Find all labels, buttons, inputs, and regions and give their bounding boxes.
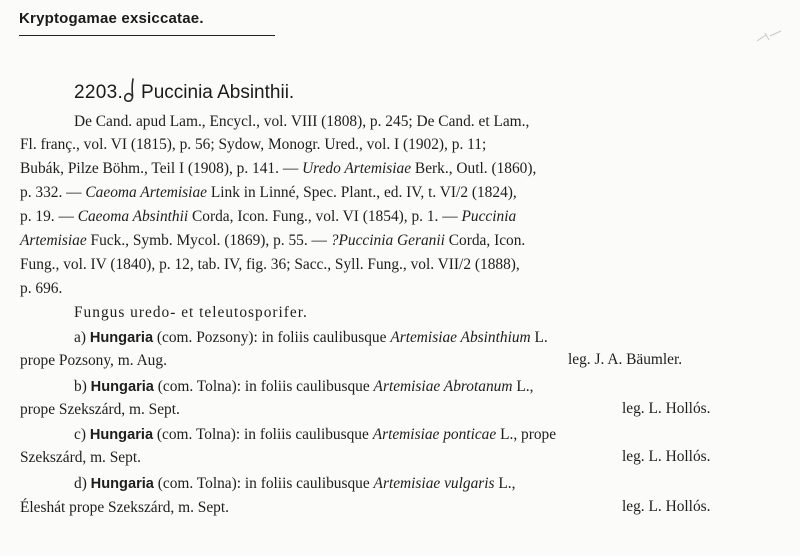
text: Fung., vol. IV (1840), p. 12, tab. IV, fig. 36; Sacc., Syll. Fung., vol. VII/2 (1888), — [20, 256, 520, 273]
text: p. 332. — — [20, 184, 86, 201]
specimen-label: a) — [74, 329, 90, 346]
synonymy-line-5 — [20, 207, 516, 229]
text: Corda, Icon. — [444, 232, 526, 249]
text: L., — [494, 475, 516, 492]
specimen-c-line-1 — [74, 425, 556, 447]
pencil-mark-icon — [754, 27, 784, 47]
text: Berk., Outl. (1860), — [411, 160, 537, 177]
text: p. 696. — [20, 280, 63, 297]
taxon-italic: Uredo Artemisiae — [302, 160, 412, 177]
header-underline — [19, 35, 275, 36]
text: L. — [530, 329, 548, 346]
taxon-italic: Puccinia — [461, 208, 517, 225]
species-name: Puccinia Absinthii. — [141, 82, 295, 103]
locality: Szekszárd, m. Sept. — [20, 449, 141, 466]
host-plant: Artemisiae Absinthium — [390, 329, 531, 346]
synonymy-line-3 — [20, 159, 536, 181]
text: (com. Tolna): in foliis caulibusque — [153, 475, 374, 492]
synonymy-line-7 — [20, 255, 520, 277]
host-plant: Artemisiae Abrotanum — [373, 378, 513, 395]
text: (com. Pozsony): in foliis caulibusque — [153, 329, 391, 346]
country: Hungaria — [90, 379, 154, 395]
taxon-italic: ?Puccinia Geranii — [330, 232, 445, 249]
locality: Éleshát prope Szekszárd, m. Sept. — [20, 499, 229, 516]
handwritten-check-icon — [123, 78, 137, 104]
specimen-a-line-2 — [20, 351, 167, 373]
text: L., prope — [496, 426, 557, 443]
specimen-label: c) — [74, 426, 90, 443]
synonymy-line-6 — [20, 231, 525, 253]
synonymy-line-2 — [20, 135, 486, 157]
text: p. 19. — — [20, 208, 78, 225]
text: Corda, Icon. Fung., vol. VI (1854), p. 1. — — [188, 208, 462, 225]
taxon-italic: Caeoma Absinthii — [77, 208, 189, 225]
specimen-a-line-1 — [74, 328, 548, 350]
host-plant: Artemisiae vulgaris — [373, 475, 495, 492]
specimen-d-line-1 — [74, 474, 515, 496]
text: De Cand. apud Lam., Encycl., vol. VIII (1808), p. 245; De Cand. et Lam., — [74, 113, 530, 130]
specimen-label: b) — [74, 378, 91, 395]
locality: prope Szekszárd, m. Sept. — [20, 401, 180, 418]
text: Link in Linné, Spec. Plant., ed. IV, t. VI/2 (1824), — [206, 184, 517, 201]
entry-number: 2203. — [74, 82, 124, 103]
specimen-d-line-2 — [20, 498, 229, 520]
taxon-italic: Artemisiae — [20, 232, 87, 249]
specimen-c-collector: leg. L. Hollós. — [622, 448, 711, 465]
taxon-italic: Caeoma Artemisiae — [85, 184, 207, 201]
text: (com. Tolna): in foliis caulibusque — [153, 378, 374, 395]
spore-description: Fungus uredo- et teleutosporifer. — [74, 304, 308, 321]
specimen-d-collector: leg. L. Hollós. — [622, 498, 711, 515]
country: Hungaria — [90, 476, 154, 492]
synonymy-line-8 — [20, 279, 62, 301]
specimen-label: d) — [74, 475, 91, 492]
text: L., — [512, 378, 534, 395]
country: Hungaria — [89, 427, 154, 443]
text: Bubák, Pilze Böhm., Teil I (1908), p. 141. — — [20, 160, 303, 177]
synonymy-line-4 — [20, 183, 517, 205]
host-plant: Artemisiae ponticae — [372, 426, 497, 443]
text: Fl. franç., vol. VI (1815), p. 56; Sydow, Monogr. Ured., vol. I (1902), p. 11; — [20, 136, 487, 153]
synonymy-line-1 — [74, 112, 529, 134]
text: Fuck., Symb. Mycol. (1869), p. 55. — — [86, 232, 331, 249]
locality: prope Pozsony, m. Aug. — [20, 352, 167, 369]
specimen-b-collector: leg. L. Hollós. — [622, 400, 711, 417]
specimen-b-line-1 — [74, 377, 533, 399]
specimen-c-line-2 — [20, 448, 141, 470]
text: (com. Tolna): in foliis caulibusque — [153, 426, 373, 443]
specimen-a-collector: leg. J. A. Bäumler. — [568, 351, 683, 368]
specimen-b-line-2 — [20, 400, 180, 422]
country: Hungaria — [89, 330, 154, 346]
page-header-title: Kryptogamae exsiccatae. — [19, 10, 204, 27]
entry-title — [74, 78, 294, 104]
